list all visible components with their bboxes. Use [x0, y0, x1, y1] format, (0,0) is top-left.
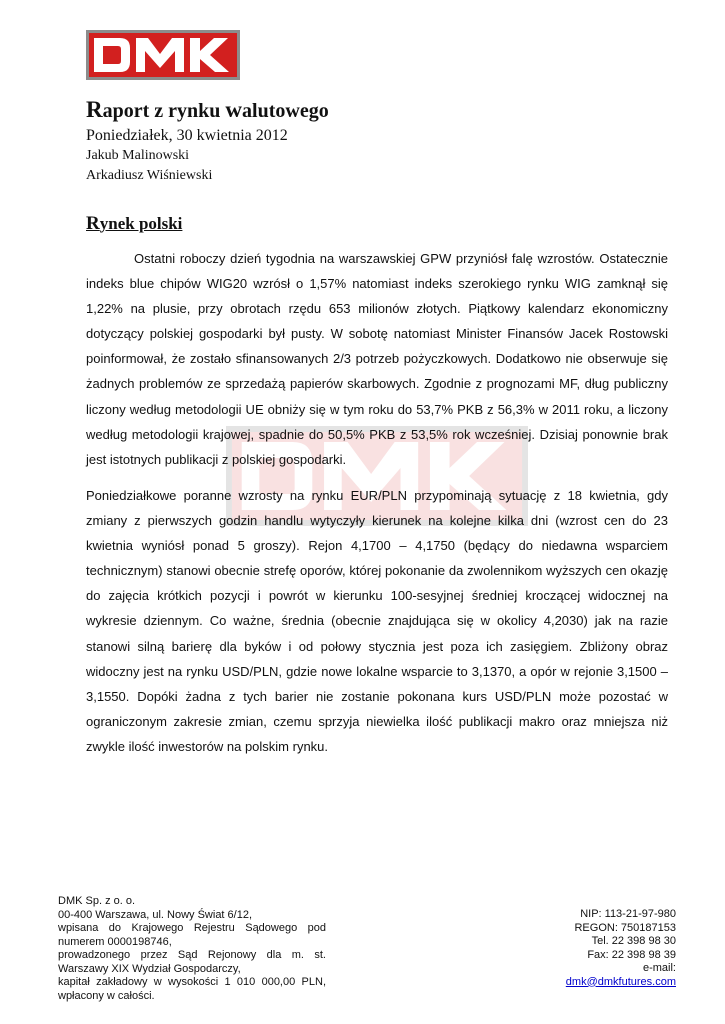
- dmk-logo: [86, 30, 240, 80]
- footer-line: Warszawy XIX Wydział Gospodarczy,: [58, 962, 241, 975]
- section-heading: Rynek polski: [86, 213, 183, 234]
- phone-number: Tel. 22 398 98 30: [591, 935, 676, 947]
- report-title: Raport z rynku walutowego: [86, 97, 329, 122]
- footer-line: numerem 0000198746,: [58, 935, 172, 948]
- paragraph: Poniedziałkowe poranne wzrosty na rynku EUR/PLN przypominają sytuację z 18 kwietnia, gdy zmiany z pierwszych godzin handlu wytyczyły kierunek na kolejne kilka dni (wzrost cen do 23 kwietnia wyniósł ponad 5 groszy). Rejon 4,1700 – 4,1750 (będący do niedawna wsparciem technicznym) stanowi obecnie strefę oporów, której pokonanie da zwolennikom wyższych cen okazję do zajęcia krótkich pozycji i powrót w kierunku 100-sesyjnej średniej kroczącej widocznej na wykresie dziennym. Co ważne, średnia (obecnie znajdująca się w okolicy 4,2030) jak na razie stanowi silną barierę dla byków i od połowy stycznia jest poza ich zasięgiem. Zbliżony obraz widoczny jest na rynku USD/PLN, gdzie nowe lokalne wsparcie to 3,1370, a opór w rejonie 3,1500 – 3,1550. Dopóki żadna z tych barier nie zostanie pokonana kurs USD/PLN może pozostać w ograniczonym zakresie zmian, czemu sprzyja niewielka ilość publikacji makro oraz mniejsza niż zwykle ilość inwestorów na polskim rynku.: [86, 488, 668, 754]
- footer-line: kapitał zakładowy w wysokości 1 010 000,00 PLN,: [58, 976, 326, 988]
- company-address: [58, 895, 326, 1003]
- company-contact: [566, 908, 676, 989]
- footer-line: prowadzonego przez Sąd Rejonowy dla m. st.: [58, 949, 326, 961]
- report-date: Poniedziałek, 30 kwietnia 2012: [86, 127, 288, 144]
- footer-line: 00-400 Warszawa, ul. Nowy Świat 6/12,: [58, 908, 253, 921]
- nip-number: NIP: 113-21-97-980: [580, 908, 676, 920]
- email-link[interactable]: dmk@dmkfutures.com: [565, 975, 676, 988]
- author-name: Jakub Malinowski: [86, 148, 190, 163]
- email-line: e-mail: dmk@dmkfutures.com: [565, 962, 676, 988]
- footer-line: DMK Sp. z o. o.: [58, 895, 136, 907]
- fax-number: Fax: 22 398 98 39: [587, 948, 676, 961]
- paragraph: Ostatni roboczy dzień tygodnia na warszawskiej GPW przyniósł falę wzrostów. Ostatecznie indeks blue chipów WIG20 wzrósł o 1,57% natomiast indeks szerokiego rynku WIG zamknął się 1,22% na plusie, przy obrotach rzędu 653 milionów złotych. Piątkowy kalendarz ekonomiczny dotyczący polskiej gospodarki był pusty. W sobotę natomiast Minister Finansów Jacek Rostowski poinformował, że zostało sfinansowanych 2/3 potrzeb pożyczkowych. Dodatkowo nie obserwuje się żadnych problemów ze sprzedażą papierów skarbowych. Zgodnie z prognozami MF, dług publiczny liczony według metodologii UE obniży się w tym roku do 53,7% PKB z 56,3% w 2011 roku, a liczony według metodologii krajowej, spadnie do 50,5% PKB z 53,5% rok wcześniej. Dzisiaj ponownie brak jest istotnych publikacji z polskiej gospodarki.: [86, 251, 668, 467]
- report-header: [86, 97, 329, 186]
- author-name: Arkadiusz Wiśniewski: [86, 168, 213, 183]
- footer-line: wpisana do Krajowego Rejestru Sądowego pod: [58, 922, 326, 934]
- footer-line: wpłacony w całości.: [58, 989, 155, 1002]
- regon-number: REGON: 750187153: [574, 921, 676, 934]
